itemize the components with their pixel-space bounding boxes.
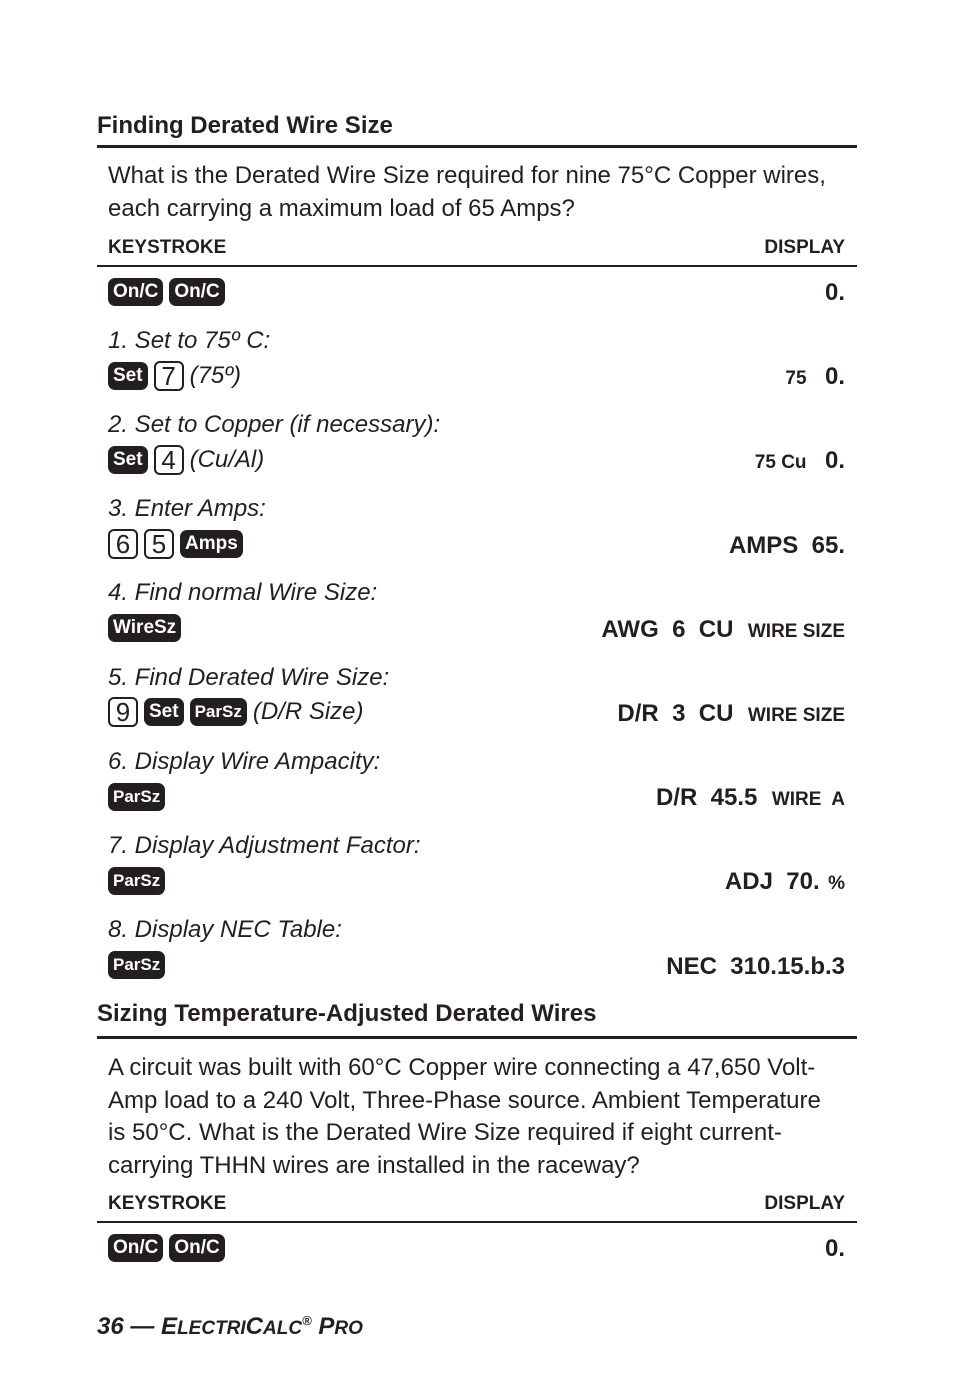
header-rule [97,1221,857,1223]
keystroke-row [108,696,364,728]
keystroke-note: (75º) [189,362,242,389]
step-label: 6. Display Wire Ampacity: [108,748,381,775]
on-clear-key: On/C [169,1234,224,1262]
display-indicator: 75 [785,368,807,389]
set-key: Set [108,446,148,474]
par-size-key: ParSz [108,783,165,811]
brand-smallcaps: ALC [263,1318,303,1339]
keystroke-row [108,865,165,897]
keystroke-row [108,276,225,308]
keystroke-header: KEYSTROKE [108,1193,227,1214]
section-title: Sizing Temperature-Adjusted Derated Wires [97,1000,597,1027]
display-indicator: 75 Cu [754,452,807,473]
keystroke-row [108,528,243,560]
par-size-key: ParSz [190,698,247,726]
set-key: Set [108,362,148,390]
brand-initial: P [318,1313,335,1340]
step-label: 1. Set to 75º C: [108,327,271,354]
display-main: ADJ 70. [724,868,820,895]
display-value: NEC 310.15.b.3 [666,953,845,980]
section-title: Finding Derated Wire Size [97,112,393,139]
page-footer [97,1313,363,1341]
keystroke-row [108,781,165,813]
display-main: D/R 3 CU [617,700,734,727]
display-main: D/R 45.5 [655,784,758,811]
display-header: DISPLAY [764,1193,845,1214]
product-name [161,1313,363,1340]
brand-initial: E [161,1313,178,1340]
keystroke-note: (D/R Size) [252,698,364,725]
par-size-key: ParSz [108,951,165,979]
brand-initial: C [245,1313,264,1340]
display-number: 0. [824,447,845,474]
wire-size-key: WireSz [108,614,181,642]
keystroke-row [108,360,241,392]
step-label: 7. Display Adjustment Factor: [108,832,421,859]
display-header: DISPLAY [764,237,845,258]
on-clear-key: On/C [169,278,224,306]
amps-key: Amps [180,530,243,558]
display-value [785,363,845,391]
keystroke-note: (Cu/Al) [189,446,265,473]
question-line: A circuit was built with 60°C Copper wire connecting a 47,650 Volt- [108,1054,816,1081]
display-value [656,784,845,812]
question-line: is 50°C. What is the Derated Wire Size required if eight current- [108,1119,782,1146]
step-label: 3. Enter Amps: [108,495,266,522]
header-rule [97,265,857,267]
display-value: 0. [824,1235,845,1262]
question-line: Amp load to a 240 Volt, Three-Phase source. Ambient Temperature [108,1086,821,1114]
step-label: 5. Find Derated Wire Size: [108,664,390,691]
step-label: 8. Display NEC Table: [108,916,342,943]
digit-key: 4 [154,445,184,475]
display-value [601,616,845,644]
set-key: Set [144,698,184,726]
registered-mark: ® [302,1313,312,1328]
step-label: 4. Find normal Wire Size: [108,579,378,606]
keystroke-row [108,444,264,476]
page-number: 36 — [97,1313,155,1340]
section-rule [97,1036,857,1039]
digit-key: 9 [108,697,138,727]
on-clear-key: On/C [108,278,163,306]
display-number: 0. [824,363,845,390]
digit-key: 6 [108,529,138,559]
question-line: carrying THHN wires are installed in the raceway? [108,1151,640,1179]
section-rule [97,145,857,148]
keystroke-row [108,612,181,644]
display-value [617,700,845,728]
keystroke-header: KEYSTROKE [108,237,227,258]
keystroke-row [108,1232,225,1264]
display-value [725,868,845,896]
display-value [755,447,845,475]
question-text [108,1052,853,1182]
display-main: AWG 6 CU [601,616,734,643]
step-label: 2. Set to Copper (if necessary): [108,411,441,438]
display-suffix: % [828,873,845,894]
digit-key: 7 [154,361,184,391]
display-suffix: WIRE SIZE [747,705,845,726]
question-text: What is the Derated Wire Size required for nine 75°C Copper wires, each carrying a maximum load of 65 Amps? [108,162,826,222]
digit-key: 5 [144,529,174,559]
display-value: 0. [824,279,845,306]
display-suffix: WIRE SIZE [747,621,845,642]
display-value: AMPS 65. [728,532,845,559]
par-size-key: ParSz [108,867,165,895]
keystroke-row [108,949,165,981]
brand-smallcaps: RO [334,1318,363,1339]
brand-smallcaps: LECTRI [177,1318,246,1339]
display-suffix: WIRE A [771,789,845,810]
on-clear-key: On/C [108,1234,163,1262]
